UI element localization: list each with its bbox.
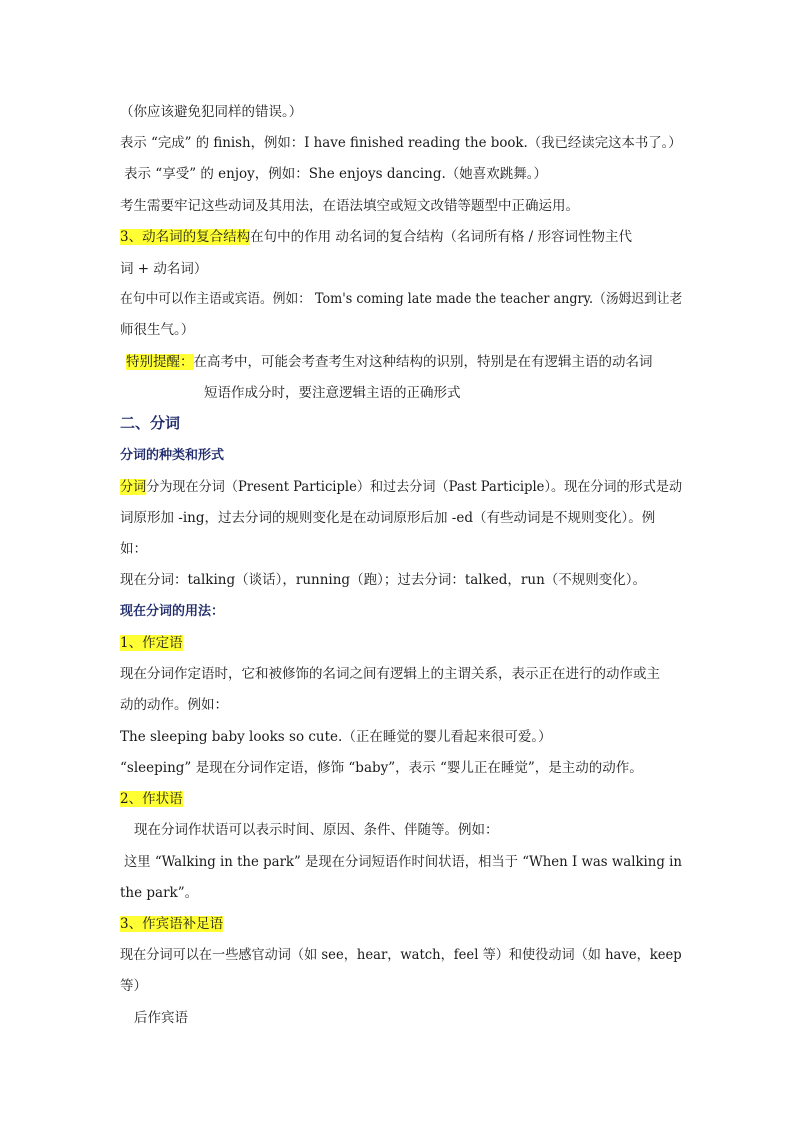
text-line: 考生需要牢记这些动词及其用法，在语法填空或短文改错等题型中正确运用。 [120,198,579,214]
text-line: 这里 “Walking in the park” 是现在分词短语作时间状语，相当于 “When I was walking in [124,854,682,870]
text-line: 词原形加 -ing，过去分词的规则变化是在动词原形后加 -ed（有些动词是不规则变化）。例 [120,510,656,526]
text-line: 词 + 动名词） [120,261,208,277]
highlighted-term-participle: 分词 [120,479,147,495]
section-heading-participle: 二、分词 [120,414,181,432]
text-line [120,915,223,933]
text-line: 表示 “完成” 的 finish，例如：I have finished reading the book.（我已经读完这本书了。） [120,135,682,151]
highlighted-heading-attributive: 1、作定语 [120,635,183,651]
highlighted-special-reminder: 特别提醒： [126,354,194,370]
text-line: 后作宾语 [134,1010,188,1026]
text-line: 现在分词作定语时，它和被修饰的名词之间有逻辑上的主谓关系，表示正在进行的动作或主 [120,666,660,682]
text-line: 3、动名词的复合结构在句中的作用 动名词的复合结构（名词所有格 / 形容词性物主代 [120,229,633,245]
text-line: the park”。 [120,885,199,901]
highlighted-heading-object-complement: 3、作宾语补足语 [120,916,224,932]
subheading-present-participle-usage: 现在分词的用法： [120,604,225,619]
text-line: 在句中可以作主语或宾语。例如： Tom's coming late made the teacher angry.（汤姆迟到让老 [120,291,683,307]
subheading-participle-kinds: 分词的种类和形式 [120,448,225,463]
text-line [120,790,183,808]
text-line: 现在分词：talking（谈话），running（跑）；过去分词：talked，run（不规则变化）。 [120,572,647,588]
text-line [120,634,183,652]
text-line: 特别提醒：在高考中，可能会考查考生对这种结构的识别，特别是在有逻辑主语的动名词 [126,354,653,370]
text-line: 师很生气。） [120,322,195,338]
text-line: 动的动作。例如： [120,697,228,713]
highlighted-heading-adverbial: 2、作状语 [120,791,183,807]
text-line: （你应该避免犯同样的错误。） [120,104,303,120]
text-line: 现在分词作状语可以表示时间、原因、条件、伴随等。例如： [134,822,499,838]
text-line: The sleeping baby looks so cute.（正在睡觉的婴儿看起来很可爱。） [120,729,552,745]
highlighted-heading-compound-gerund: 3、动名词的复合结构 [120,229,251,245]
text-line: “sleeping” 是现在分词作定语，修饰 “baby”，表示 “婴儿正在睡觉”，是主动的动作。 [120,760,643,776]
text-line: 等） [120,978,147,994]
text-line: 表示 “享受” 的 enjoy，例如：She enjoys dancing.（她喜欢跳舞。） [124,166,548,182]
text-line: 现在分词可以在一些感官动词（如 see，hear，watch，feel 等）和使役动词（如 have，keep [120,947,682,963]
text-line: 分词分为现在分词（Present Participle）和过去分词（Past Participle）。现在分词的形式是动 [120,479,683,495]
text-line: 短语作成分时，要注意逻辑主语的正确形式 [204,385,461,401]
text-line: 如： [120,541,147,557]
